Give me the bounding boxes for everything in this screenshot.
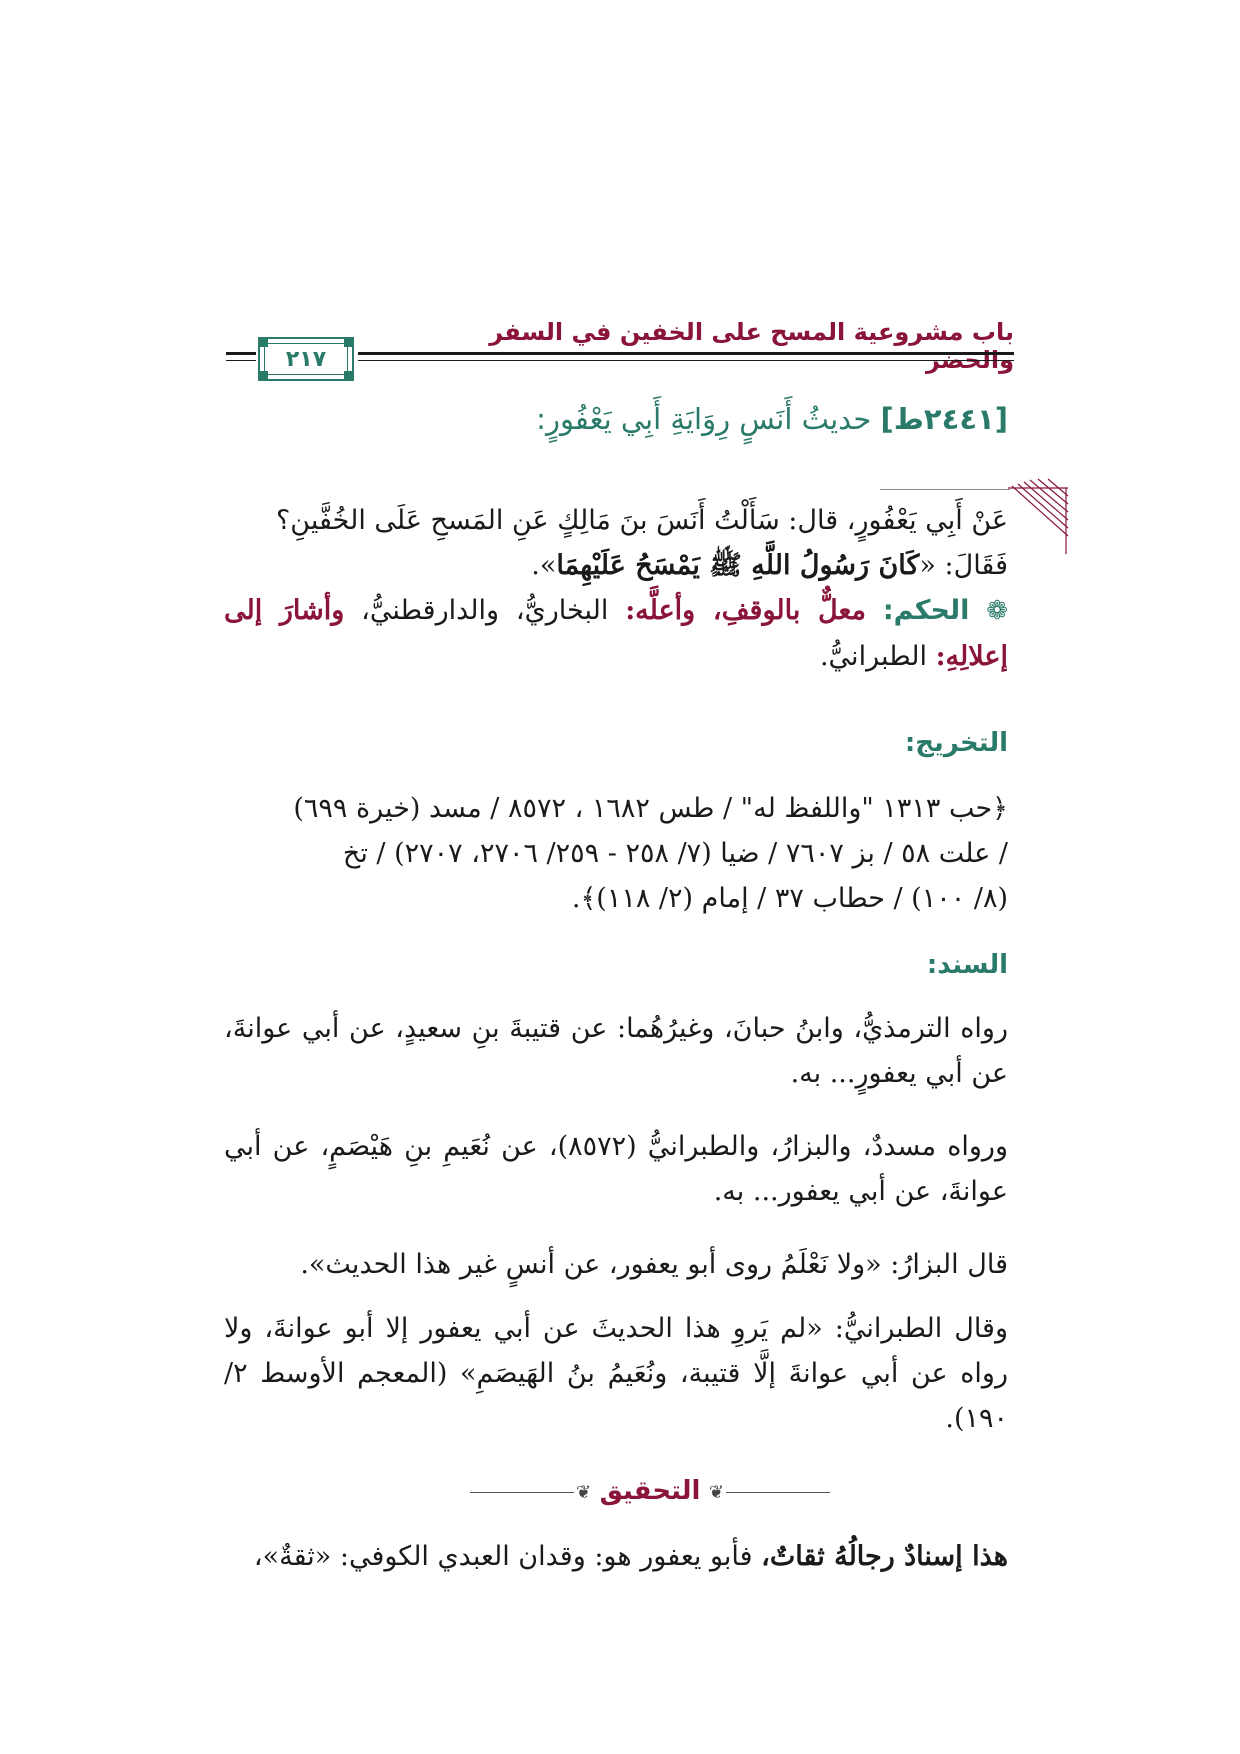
takhrij-line-2: / علت ٥٨ / بز ٧٦٠٧ / ضيا (٧/ ٢٥٨ - ٢٥٩/ ٢٧٠٦، ٢٧٠٧) / تخ xyxy=(342,838,1008,869)
sanad-label: السند: xyxy=(926,950,1008,980)
chapter-title: باب مشروعية المسح على الخفين في السفر والحضر xyxy=(489,318,1014,374)
page-number-badge xyxy=(258,337,354,381)
page-number: ٢١٧ xyxy=(285,346,327,372)
ruling-verdict: معلٌّ بالوقفِ، وأعلَّه: xyxy=(625,595,866,626)
sanad-paragraph-2: ورواه مسددٌ، والبزارُ، والطبرانيُّ (٨٥٧٢)، عن نُعَيمِ بنِ هَيْصَمٍ، عن أبي عوانةَ، عن أبي يعفور... به. xyxy=(224,1131,1008,1207)
header-rule-left-bottom xyxy=(226,360,256,361)
matn-line-1: عَنْ أَبِي يَعْفُورٍ، قال: سَأَلْتُ أَنَسَ بنَ مَالِكٍ عَنِ المَسحِ عَلَى الخُفَّينِ؟ xyxy=(275,505,1008,536)
ruling-last: الطبرانيُّ. xyxy=(819,641,927,672)
hadith-title: حديثُ أَنَسٍ رِوَايَةِ أَبِي يَعْفُورٍ: xyxy=(536,402,872,436)
ruling-label: الحكم: xyxy=(882,595,970,626)
hadith-heading xyxy=(228,402,1008,436)
tahqiq-paragraph xyxy=(224,1534,1008,1579)
ruling-pointed: وأشارَ إلى إعلالِهِ: xyxy=(224,595,1008,672)
matn-quote: كَانَ رَسُولُ اللَّهِ ﷺ يَمْسَحُ عَلَيْهِمَا xyxy=(556,550,920,581)
takhrij-text xyxy=(224,786,1008,921)
header-rule-bottom xyxy=(358,360,1014,361)
hadith-number: [٢٤٤١ط] xyxy=(880,402,1008,436)
takhrij-line-1: ﴿حب ١٣١٣ "واللفظ له" / طس ١٦٨٢ ، ٨٥٧٢ / مسد (خيرة ٦٩٩) xyxy=(293,793,1008,824)
matn-text xyxy=(198,498,1008,588)
tahqiq-divider: ❦ التحقيق ❦ xyxy=(470,1478,830,1508)
header-rule-top xyxy=(358,352,1014,355)
matn-box-top-line xyxy=(880,489,1010,490)
sanad-paragraph-1: رواه الترمذيُّ، وابنُ حبانَ، وغيرُهُما: عن قتيبةَ بنِ سعيدٍ، عن أبي عوانةَ، عن أبي يعفورٍ... به. xyxy=(224,1013,1008,1089)
matn-line-2: فَقَالَ: «كَانَ رَسُولُ اللَّهِ ﷺ يَمْسَحُ عَلَيْهِمَا». xyxy=(531,550,1008,581)
takhrij-line-3: (٨/ ١٠٠) / حطاب ٣٧ / إمام (٢/ ١١٨)﴾. xyxy=(571,883,1008,914)
tahqiq-rest: فأبو يعفور هو: وقدان العبدي الكوفي: «ثقةٌ»، xyxy=(253,1541,753,1572)
tahqiq-bold: هذا إسنادٌ رجالُهُ ثقاتٌ، xyxy=(761,1541,1008,1572)
sanad-paragraph-4: وقال الطبرانيُّ: «لم يَروِ هذا الحديثَ عن أبي يعفور إلا أبو عوانةَ، ولا رواه عن أبي عوانةَ إلَّا قتيبة، ونُعَيمُ بنُ الهَيصَمِ» (المعجم الأوسط ٢/ ١٩٠). xyxy=(224,1313,1008,1434)
takhrij-label: التخريج: xyxy=(904,728,1008,758)
sanad-paragraph-3: قال البزارُ: «ولا نَعْلَمُ روى أبو يعفور، عن أنسٍ غير هذا الحديث». xyxy=(300,1249,1008,1280)
ruling-paragraph xyxy=(224,588,1008,679)
flower-ornament-icon: ❁ xyxy=(986,596,1008,626)
matn-box-corner-ornament xyxy=(1008,478,1070,556)
header-rule-left-top xyxy=(226,352,256,355)
ruling-scholars: البخاريُّ، والدارقطنيُّ، xyxy=(361,595,609,626)
tahqiq-label: التحقيق xyxy=(599,1476,701,1506)
